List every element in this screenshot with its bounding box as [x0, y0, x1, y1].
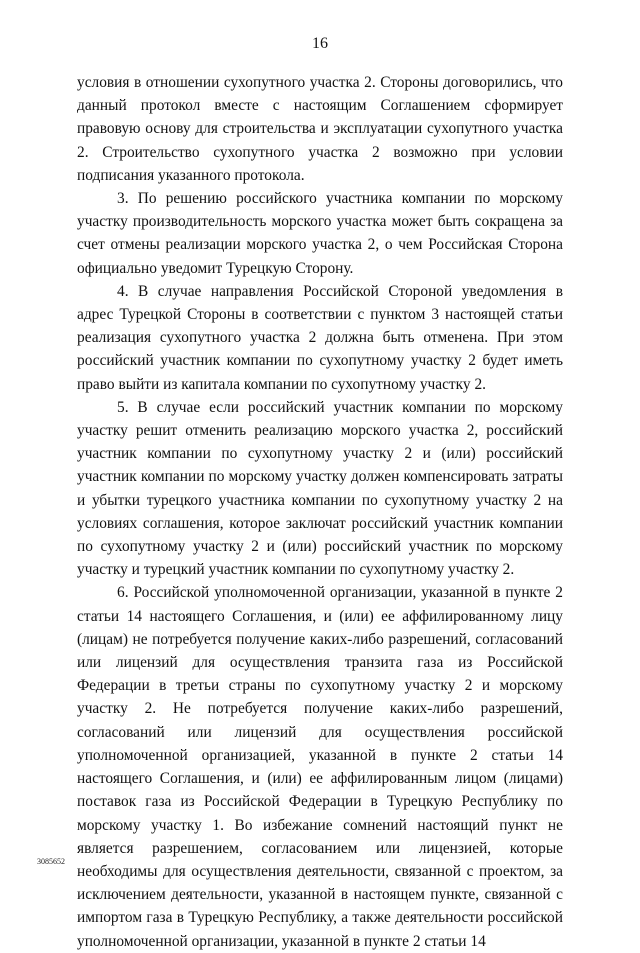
document-code: 3085652	[37, 857, 65, 866]
paragraph-item-5: 5. В случае если российский участник компании по морскому участку решит отменить реализацию морского участка 2, российский участник компании по сухопутному участку 2 и (или) российский участник компании по морскому участку должен компенсировать затраты и убытки турецкого участника компании по сухопутному участку 2 на условиях соглашения, которое заключат российский участник компании по сухопутному участку 2 и (или) российский участник по морскому участку и турецкий участник компании по сухопутному участку 2.	[77, 398, 563, 579]
paragraph-item-3: 3. По решению российского участника компании по морскому участку производительность морского участка может быть сокращена за счет отмены реализации морского участка 2, о чем Российская Сторона официально уведомит Турецкую Сторону.	[77, 190, 563, 277]
paragraph-item-4: 4. В случае направления Российской Стороной уведомления в адрес Турецкой Стороны в соответствии с пунктом 3 настоящей статьи реализация сухопутного участка 2 должна быть отменена. При этом российский участник компании по сухопутному участку 2 будет иметь право выйти из капитала компании по сухопутному участку 2.	[77, 282, 563, 393]
page-number: 16	[312, 35, 328, 52]
document-body	[77, 71, 563, 953]
paragraph-item-6: 6. Российской уполномоченной организации, указанной в пункте 2 статьи 14 настоящего Соглашения, и (или) ее аффилированному лицу (лицам) не потребуется получение каких-либо разрешений, согласований или лицензий для осуществления транзита газа из Российской Федерации в третьи страны по сухопутному участку 2 и морскому участку 2. Не потребуется получение каких-либо разрешений, согласований или лицензий для осуществления российской уполномоченной организацией, указанной в пункте 2 статьи 14 настоящего Соглашения, и (или) ее аффилированным лицом (лицами) поставок газа из Российской Федерации в Турецкую Республику по морскому участку 1. Во избежание сомнений настоящий пункт не является разрешением, согласованием или лицензией, которые необходимы для осуществления деятельности, связанной с проектом, за исключением деятельности, указанной в настоящем пункте, связанной с импортом газа в Турецкую Республику, а также деятельности российской уполномоченной организации, указанной в пункте 2 статьи 14	[77, 584, 563, 950]
paragraph-continuation: условия в отношении сухопутного участка 2. Стороны договорились, что данный протокол вместе с настоящим Соглашением сформирует правовую основу для строительства и эксплуатации сухопутного участка 2. Строительство сухопутного участка 2 возможно при условии подписания указанного протокола.	[77, 74, 563, 184]
